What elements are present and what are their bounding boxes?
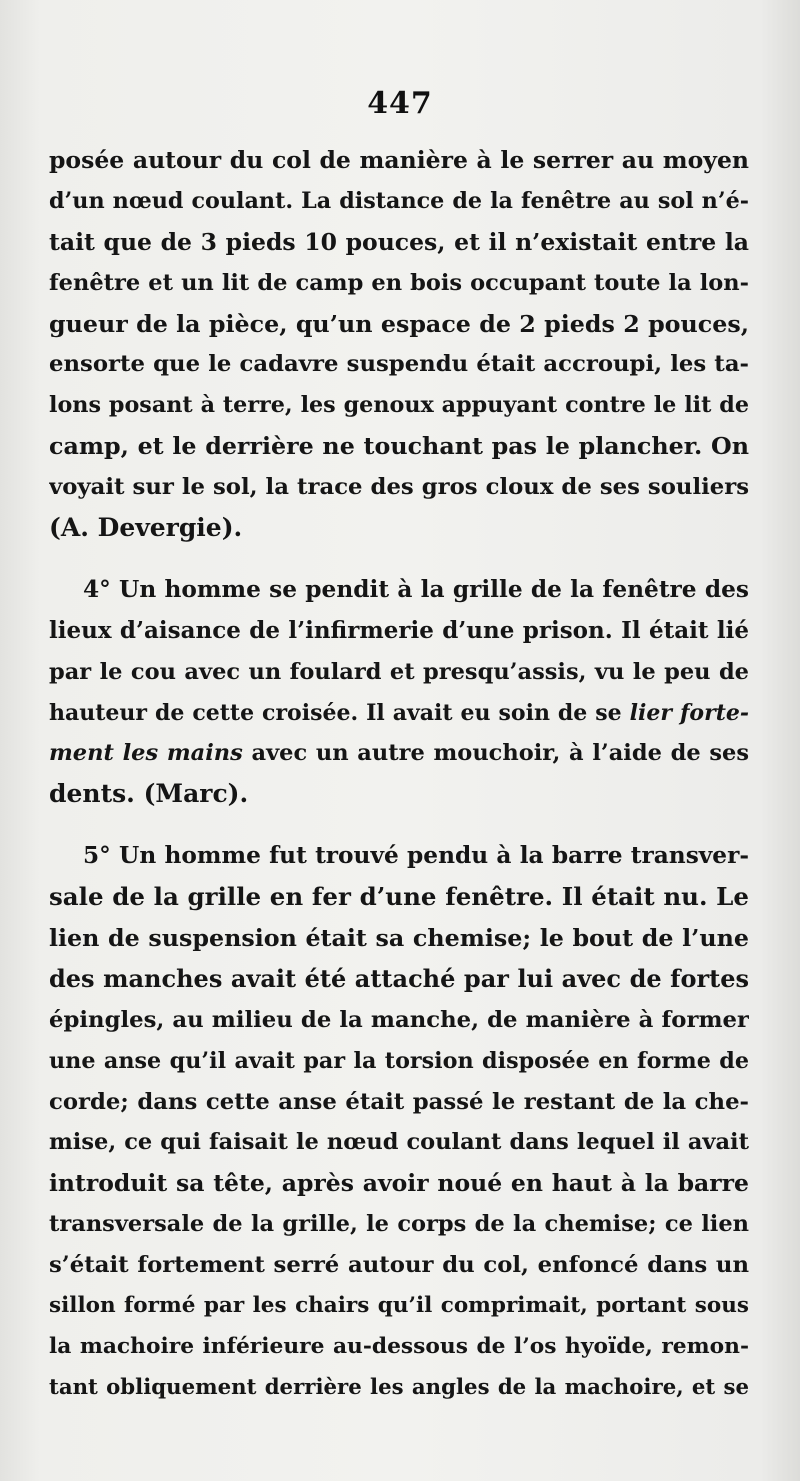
- text-line: (A. Devergie).: [49, 513, 243, 543]
- text-line: lien de suspension était sa chemise; le bout de l’une: [49, 924, 749, 953]
- text-line: gueur de la pièce, qu’un espace de 2 pieds 2 pouces,: [49, 309, 749, 338]
- text-segment: hauteur de cette croisée. Il avait eu soin de se: [49, 699, 630, 726]
- text-line: posée autour du col de manière à le serrer au moyen: [49, 146, 749, 174]
- text-line: corde; dans cette anse était passé le restant de la che-: [49, 1088, 749, 1115]
- text-line: la machoire inférieure au-dessous de l’os hyoïde, remon-: [49, 1333, 749, 1359]
- text-line: d’un nœud coulant. La distance de la fenêtre au sol n’é-: [49, 187, 749, 214]
- text-line: une anse qu’il avait par la torsion disposée en forme de: [49, 1047, 749, 1074]
- text-line: épingles, au milieu de la manche, de manière à former: [49, 1006, 749, 1033]
- text-line: mise, ce qui faisait le nœud coulant dans lequel il avait: [49, 1129, 749, 1156]
- page-text: [49, 140, 749, 1409]
- page-number: 447: [367, 86, 433, 121]
- text-line: s’était fortement serré autour du col, enfoncé dans un: [49, 1252, 749, 1279]
- text-line: [49, 693, 749, 734]
- italic-text: ment les mains: [49, 740, 243, 767]
- text-line: [49, 733, 749, 774]
- paragraph-gap: [49, 815, 749, 836]
- text-segment: avec un autre mouchoir, à l’aide de ses: [242, 740, 749, 767]
- text-line: transversale de la grille, le corps de la chemise; ce lien: [49, 1211, 749, 1238]
- paragraph-gap: [49, 549, 749, 570]
- text-line: fenêtre et un lit de camp en bois occupant toute la lon-: [49, 269, 749, 296]
- text-line: 4° Un homme se pendit à la grille de la fenêtre des: [83, 575, 749, 603]
- text-line: camp, et le derrière ne touchant pas le plancher. On: [49, 432, 749, 461]
- italic-text: lier forte-: [629, 699, 749, 726]
- text-line: sale de la grille en fer d’une fenêtre. Il était nu. Le: [49, 882, 749, 912]
- text-line: par le cou avec un foulard et presqu’assis, vu le peu de: [49, 658, 749, 685]
- text-line: introduit sa tête, après avoir noué en haut à la barre: [49, 1169, 749, 1198]
- text-line: sillon formé par les chairs qu’il comprimait, portant sous: [49, 1293, 749, 1319]
- text-line: dents. (Marc).: [49, 779, 249, 809]
- text-line: lieux d’aisance de l’infirmerie d’une prison. Il était lié: [49, 616, 749, 644]
- text-line: 5° Un homme fut trouvé pendu à la barre transver-: [83, 842, 749, 870]
- text-line: des manches avait été attaché par lui avec de fortes: [49, 963, 749, 993]
- text-line: tant obliquement derrière les angles de la machoire, et se: [49, 1374, 749, 1400]
- text-line: ensorte que le cadavre suspendu était accroupi, les ta-: [49, 351, 749, 378]
- text-line: tait que de 3 pieds 10 pouces, et il n’existait entre la: [49, 227, 749, 256]
- text-line: lons posant à terre, les genoux appuyant contre le lit de: [49, 392, 749, 419]
- text-line: voyait sur le sol, la trace des gros cloux de ses souliers: [49, 474, 749, 501]
